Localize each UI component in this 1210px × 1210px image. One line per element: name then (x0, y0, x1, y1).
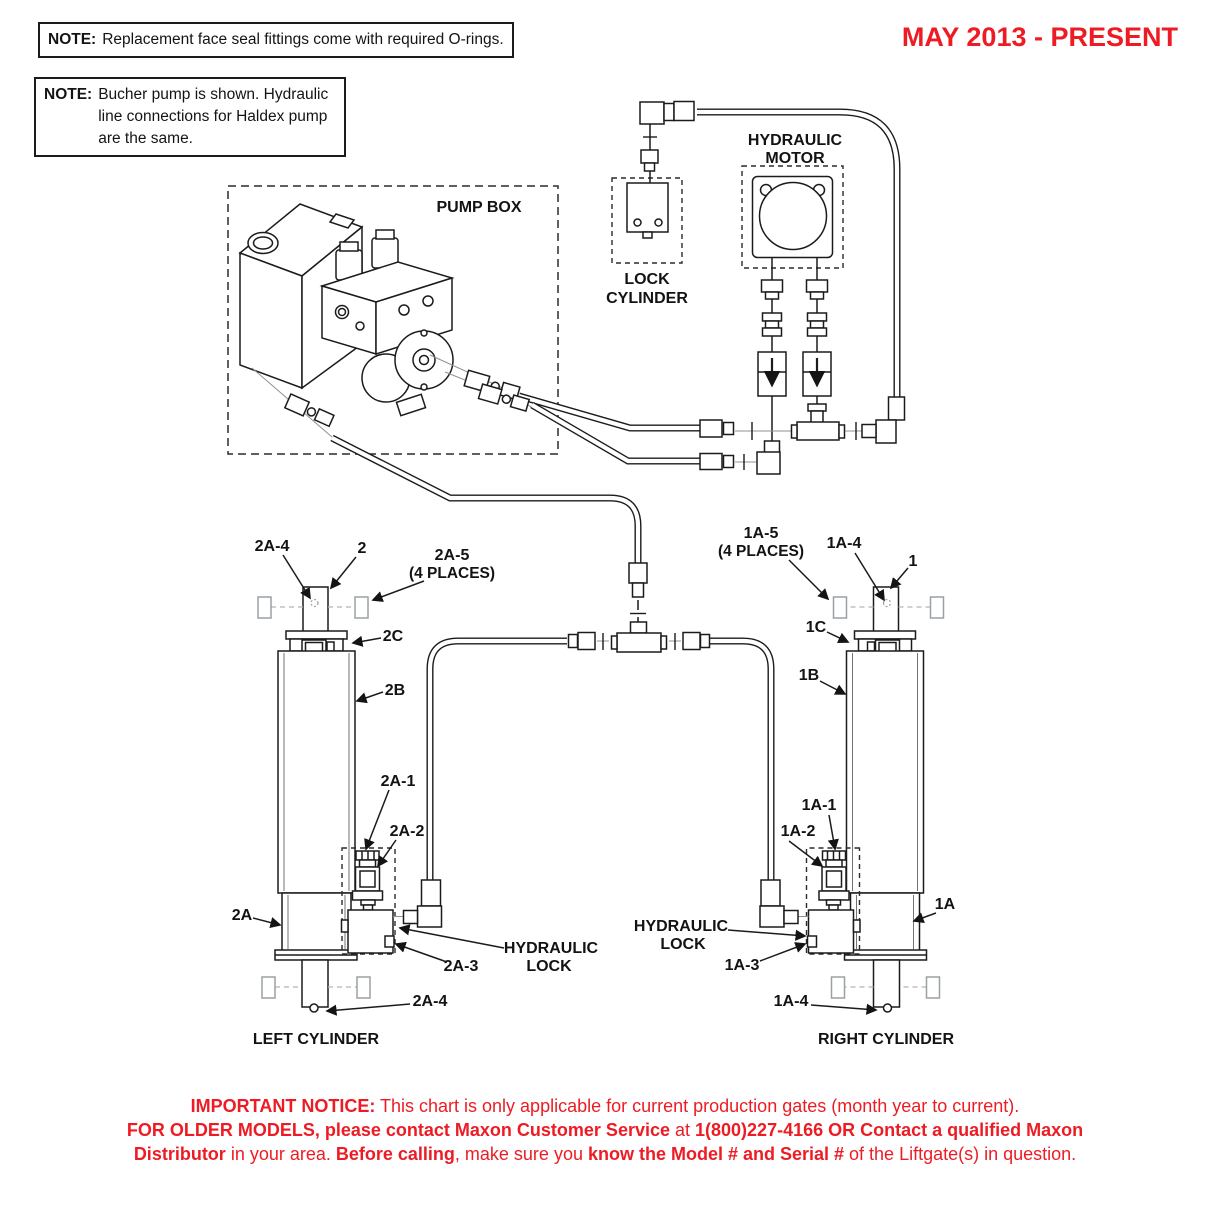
callout-2a-4-top: 2A-4 (254, 538, 290, 555)
callout-2a-3: 2A-3 (443, 958, 479, 975)
callout-1a-4-top: 1A-4 (826, 535, 862, 552)
pump-box (228, 186, 558, 454)
callout-2a-5: 2A-5 (434, 547, 470, 564)
callout-2a: 2A (231, 907, 253, 924)
lock-cylinder-label: CYLINDER (606, 290, 688, 307)
callout-2a-4-bottom: 2A-4 (412, 993, 448, 1010)
hydraulic-motor-label: HYDRAULIC (747, 132, 843, 149)
callout-2b: 2B (384, 682, 406, 699)
hydraulic-lock-label-right: LOCK (660, 936, 706, 953)
notice-line: Distributor in your area. Before calling, make sure you know the Model # and Serial # of the Liftgate(s) in question. (133, 1144, 1077, 1164)
callout-1a-5: 1A-5 (743, 525, 779, 542)
callout-1a-3: 1A-3 (724, 957, 760, 974)
check-valve (758, 352, 786, 441)
note-prefix: NOTE: (48, 31, 97, 48)
callout-2: 2 (357, 540, 367, 557)
callout-2a-2: 2A-2 (389, 823, 425, 840)
right-cylinder-label: RIGHT CYLINDER (818, 1031, 954, 1048)
left-cylinder-label: LEFT CYLINDER (252, 1031, 380, 1048)
lock-cylinder-label: LOCK (624, 271, 670, 288)
callout-1a-5-places: (4 PLACES) (717, 543, 805, 560)
callout-1a-1: 1A-1 (801, 797, 837, 814)
tee-fitting (700, 397, 905, 443)
callout-2a-5-places: (4 PLACES) (408, 565, 496, 582)
date-range-title: MAY 2013 - PRESENT (901, 22, 1178, 52)
hose-left-cylinder (430, 641, 567, 886)
left-cylinder (258, 587, 442, 1012)
note-prefix: NOTE: (44, 86, 93, 103)
callout-1a: 1A (934, 896, 956, 913)
callout-1c: 1C (805, 619, 827, 636)
callout-1b: 1B (798, 667, 820, 684)
callout-1: 1 (908, 553, 918, 570)
hydraulic-motor (742, 132, 843, 268)
elbow-fitting (700, 441, 780, 474)
callout-1a-4-bottom: 1A-4 (773, 993, 809, 1010)
hose-pump-c (332, 438, 638, 563)
hydraulic-lock-label-left: HYDRAULIC (503, 940, 599, 957)
lock-cylinder (606, 102, 694, 308)
hydraulic-lock-label-left: LOCK (526, 958, 572, 975)
notice-line: IMPORTANT NOTICE: This chart is only applicable for current production gates (month year to current). (190, 1096, 1020, 1116)
hose-right-cylinder (702, 641, 771, 886)
callout-2a-1: 2A-1 (380, 773, 416, 790)
center-tee (569, 563, 710, 652)
motor-port-fitting (807, 280, 828, 352)
pump-assembly (240, 204, 532, 437)
note-text: Bucher pump is shown. Hydraulic line connections for Haldex pump are the same. (98, 86, 329, 147)
hydraulic-motor-body (760, 183, 827, 250)
notice-line: FOR OLDER MODELS, please contact Maxon Customer Service at 1(800)227-4166 OR Contact a qualified Maxon (126, 1120, 1084, 1140)
pump-box-label: PUMP BOX (436, 199, 522, 216)
lock-cylinder-fittings (640, 102, 694, 184)
note-text: Replacement face seal fittings come with required O-rings. (102, 31, 504, 48)
check-valve (803, 352, 831, 404)
hose-fitting (285, 394, 335, 427)
important-notice (0, 1094, 1210, 1166)
callout-2c: 2C (382, 628, 404, 645)
right-cylinder (760, 587, 944, 1012)
callout-1a-2: 1A-2 (780, 823, 816, 840)
hydraulic-motor-label: MOTOR (765, 150, 825, 167)
hydraulic-lock-label-right: HYDRAULIC (633, 918, 729, 935)
motor-port-fitting (762, 280, 783, 352)
